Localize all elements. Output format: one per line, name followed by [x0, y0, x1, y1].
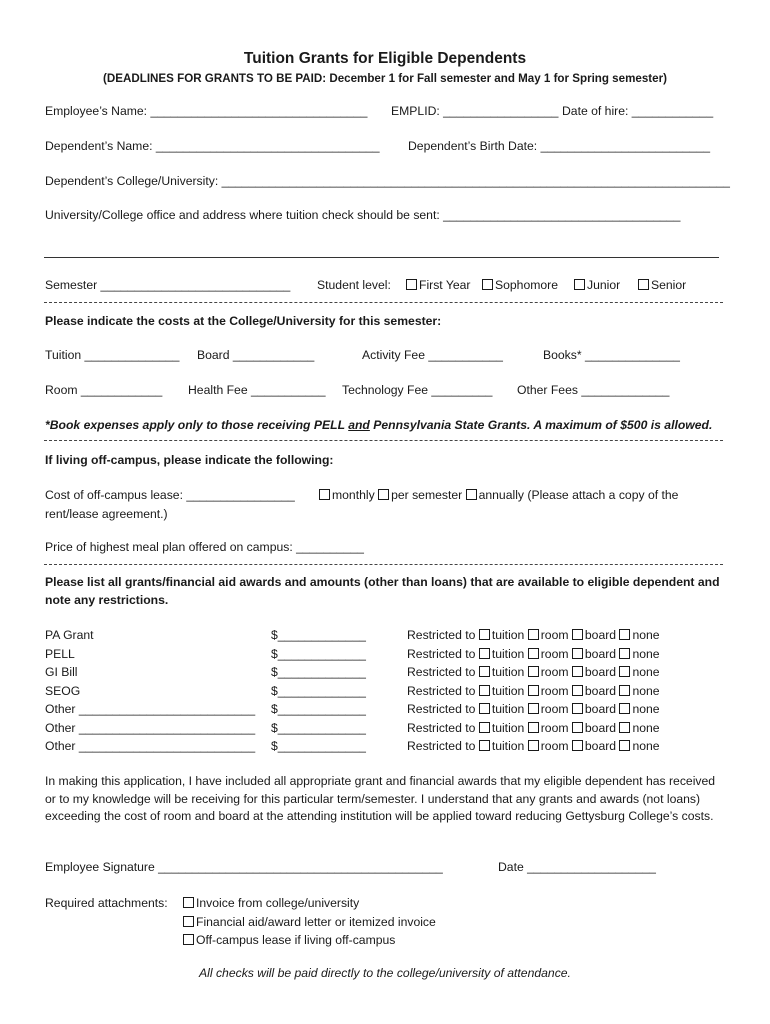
attachments-label: Required attachments: [45, 896, 168, 910]
grant-restriction [407, 647, 660, 662]
grant-name[interactable]: Other __________________________ [45, 739, 256, 753]
restriction-none[interactable]: none [619, 647, 659, 661]
checkbox-icon[interactable] [619, 740, 630, 751]
checkbox-icon[interactable] [183, 916, 194, 927]
checkbox-icon[interactable] [319, 489, 330, 500]
checkbox-icon[interactable] [479, 703, 490, 714]
restriction-board[interactable]: board [572, 721, 616, 735]
checkbox-icon[interactable] [466, 489, 477, 500]
checkbox-icon[interactable] [378, 489, 389, 500]
checkbox-icon[interactable] [619, 629, 630, 640]
restricted-to-label: Restricted to [407, 665, 476, 679]
level-junior[interactable]: Junior [574, 278, 620, 293]
grant-restriction [407, 739, 660, 754]
restriction-room[interactable]: room [528, 665, 569, 679]
checkbox-icon[interactable] [528, 685, 539, 696]
restriction-room[interactable]: room [528, 684, 569, 698]
checkbox-icon[interactable] [619, 666, 630, 677]
restriction-room[interactable]: room [528, 721, 569, 735]
restriction-board[interactable]: board [572, 702, 616, 716]
checkbox-icon[interactable] [572, 666, 583, 677]
grants-heading-cont: note any restrictions. [45, 593, 169, 607]
section-divider [44, 302, 723, 303]
other-fees-field[interactable]: Other Fees _____________ [517, 383, 670, 397]
grant-name: GI Bill [45, 665, 78, 679]
restriction-room[interactable]: room [528, 628, 569, 642]
dependent-birth-date-field[interactable]: Dependent’s Birth Date: _________________________ [408, 139, 711, 153]
grant-restriction [407, 702, 660, 717]
tuition-check-address-field[interactable]: University/College office and address where tuition check should be sent: ___________________________________ [45, 208, 681, 222]
section-divider [44, 564, 723, 565]
grant-name: SEOG [45, 683, 81, 698]
grant-name[interactable]: Other __________________________ [45, 720, 256, 735]
checkbox-icon[interactable] [479, 648, 490, 659]
meal-plan-price-field[interactable]: Price of highest meal plan offered on campus: __________ [45, 540, 364, 554]
checkbox-icon[interactable] [572, 703, 583, 714]
grant-amount-field[interactable]: $_____________ [271, 646, 366, 661]
restriction-board[interactable]: board [572, 739, 616, 753]
employee-name-field[interactable]: Employee’s Name: ________________________________ [45, 104, 368, 118]
checkbox-icon[interactable] [619, 685, 630, 696]
activity-fee-field[interactable]: Activity Fee ___________ [362, 348, 503, 362]
checkbox-icon[interactable] [479, 666, 490, 677]
student-level-label: Student level: [317, 278, 391, 292]
payment-footer-note: All checks will be paid directly to the college/university of attendance. [199, 966, 571, 980]
restriction-none[interactable]: none [619, 739, 659, 753]
grant-amount-field[interactable]: $_____________ [271, 683, 366, 698]
restricted-to-label: Restricted to [407, 739, 476, 753]
book-expense-note: *Book expenses apply only to those receiving PELL and Pennsylvania State Grants. A maximum of $500 is allowed. [45, 418, 713, 432]
checkbox-icon[interactable] [479, 685, 490, 696]
lease-note: rent/lease agreement.) [45, 507, 168, 521]
certification-statement: In making this application, I have included all appropriate grant and financial awards that my eligible dependent has received or to my knowledge will be receiving for this particular term/semester. I understand that any grants and awards (not loans) exceeding the cost of room and board at the attending institution will be applied toward reducing Gettysburg College’s costs. [45, 774, 716, 824]
restriction-room[interactable]: room [528, 702, 569, 716]
restriction-room[interactable]: room [528, 739, 569, 753]
grant-restriction [407, 684, 660, 699]
signature-date-field[interactable]: Date ___________________ [498, 860, 656, 874]
technology-fee-field[interactable]: Technology Fee _________ [342, 383, 493, 397]
semester-field[interactable]: Semester ____________________________ [45, 278, 291, 292]
attachment-invoice[interactable]: Invoice from college/university [183, 896, 359, 911]
checkbox-icon[interactable] [572, 722, 583, 733]
checkbox-icon[interactable] [528, 648, 539, 659]
tuition-cost-field[interactable]: Tuition ______________ [45, 348, 180, 362]
checkbox-icon[interactable] [528, 722, 539, 733]
employee-signature-field[interactable]: Employee Signature __________________________________________ [45, 860, 443, 874]
attachment-financial-aid[interactable]: Financial aid/award letter or itemized invoice [183, 915, 436, 930]
restricted-to-label: Restricted to [407, 683, 476, 698]
restriction-none[interactable]: none [619, 628, 659, 642]
restriction-tuition[interactable]: tuition [479, 702, 525, 716]
restriction-room[interactable]: room [528, 647, 569, 661]
grant-amount-field[interactable]: $_____________ [271, 739, 366, 753]
checkbox-icon[interactable] [528, 666, 539, 677]
checkbox-icon[interactable] [619, 703, 630, 714]
restricted-to-label: Restricted to [407, 628, 476, 642]
checkbox-icon[interactable] [528, 629, 539, 640]
restriction-tuition[interactable]: tuition [479, 721, 525, 735]
offcampus-heading: If living off-campus, please indicate the following: [45, 453, 334, 467]
restricted-to-label: Restricted to [407, 702, 476, 716]
grant-restriction [407, 721, 660, 736]
restricted-to-label: Restricted to [407, 646, 476, 661]
checkbox-icon[interactable] [574, 279, 585, 290]
restriction-none[interactable]: none [619, 721, 659, 735]
restriction-none[interactable]: none [619, 665, 659, 679]
checkbox-icon[interactable] [183, 897, 194, 908]
emplid-field[interactable]: EMPLID: _________________ [391, 104, 559, 118]
restriction-tuition[interactable]: tuition [479, 665, 525, 679]
annually-option[interactable]: annually (Please attach a copy of the [466, 488, 679, 502]
checkbox-icon[interactable] [572, 648, 583, 659]
level-first-year[interactable]: First Year [406, 278, 470, 293]
checkbox-icon[interactable] [572, 685, 583, 696]
checkbox-icon[interactable] [528, 703, 539, 714]
grant-amount-field[interactable]: $_____________ [271, 665, 366, 679]
restriction-none[interactable]: none [619, 684, 659, 698]
checkbox-icon[interactable] [619, 648, 630, 659]
restriction-tuition[interactable]: tuition [479, 647, 525, 661]
grant-name[interactable]: Other __________________________ [45, 702, 256, 716]
grant-restriction [407, 665, 660, 680]
restriction-tuition[interactable]: tuition [479, 739, 525, 753]
checkbox-icon[interactable] [479, 629, 490, 640]
section-divider [44, 440, 723, 441]
checkbox-icon[interactable] [638, 279, 649, 290]
checkbox-icon[interactable] [572, 629, 583, 640]
grants-heading: Please list all grants/financial aid awards and amounts (other than loans) that are available to eligible dependent and [45, 575, 720, 589]
checkbox-icon[interactable] [406, 279, 417, 290]
grant-name: PELL [45, 646, 75, 661]
grant-amount-field[interactable]: $_____________ [271, 628, 366, 642]
address-continuation-line[interactable] [44, 257, 719, 258]
form-title: Tuition Grants for Eligible Dependents [243, 50, 527, 67]
grant-amount-field[interactable]: $_____________ [271, 702, 366, 716]
lease-period-options [319, 488, 678, 503]
board-cost-field[interactable]: Board ____________ [197, 348, 315, 362]
restriction-tuition[interactable]: tuition [479, 628, 525, 642]
room-cost-field[interactable]: Room ____________ [45, 383, 163, 397]
grant-restriction [407, 628, 660, 643]
grant-name: PA Grant [45, 628, 94, 642]
dependent-college-field[interactable]: Dependent’s College/University: ___________________________________________________________________________ [45, 174, 730, 188]
level-sophomore[interactable]: Sophomore [482, 278, 558, 293]
per-semester-option[interactable]: per semester [378, 488, 462, 502]
checkbox-icon[interactable] [479, 740, 490, 751]
checkbox-icon[interactable] [183, 934, 194, 945]
checkbox-icon[interactable] [479, 722, 490, 733]
books-cost-field[interactable]: Books* ______________ [543, 348, 680, 362]
checkbox-icon[interactable] [619, 722, 630, 733]
monthly-option[interactable]: monthly [319, 488, 375, 502]
health-fee-field[interactable]: Health Fee ___________ [188, 383, 326, 397]
restriction-board[interactable]: board [572, 665, 616, 679]
costs-heading: Please indicate the costs at the College/University for this semester: [45, 314, 442, 328]
checkbox-icon[interactable] [482, 279, 493, 290]
restriction-board[interactable]: board [572, 684, 616, 698]
restriction-tuition[interactable]: tuition [479, 684, 525, 698]
date-of-hire-field[interactable]: Date of hire: ____________ [562, 104, 714, 118]
restriction-none[interactable]: none [619, 702, 659, 716]
grant-amount-field[interactable]: $_____________ [271, 720, 366, 735]
restricted-to-label: Restricted to [407, 720, 476, 735]
deadline-subtitle: (DEADLINES FOR GRANTS TO BE PAID: December 1 for Fall semester and May 1 for Spring semester) [103, 72, 667, 85]
attachment-lease[interactable]: Off-campus lease if living off-campus [183, 933, 395, 948]
checkbox-icon[interactable] [572, 740, 583, 751]
restriction-board[interactable]: board [572, 647, 616, 661]
dependent-name-field[interactable]: Dependent’s Name: _________________________________ [45, 139, 380, 153]
restriction-board[interactable]: board [572, 628, 616, 642]
level-senior[interactable]: Senior [638, 278, 686, 293]
checkbox-icon[interactable] [528, 740, 539, 751]
lease-cost-field[interactable]: Cost of off-campus lease: ________________ [45, 488, 295, 502]
